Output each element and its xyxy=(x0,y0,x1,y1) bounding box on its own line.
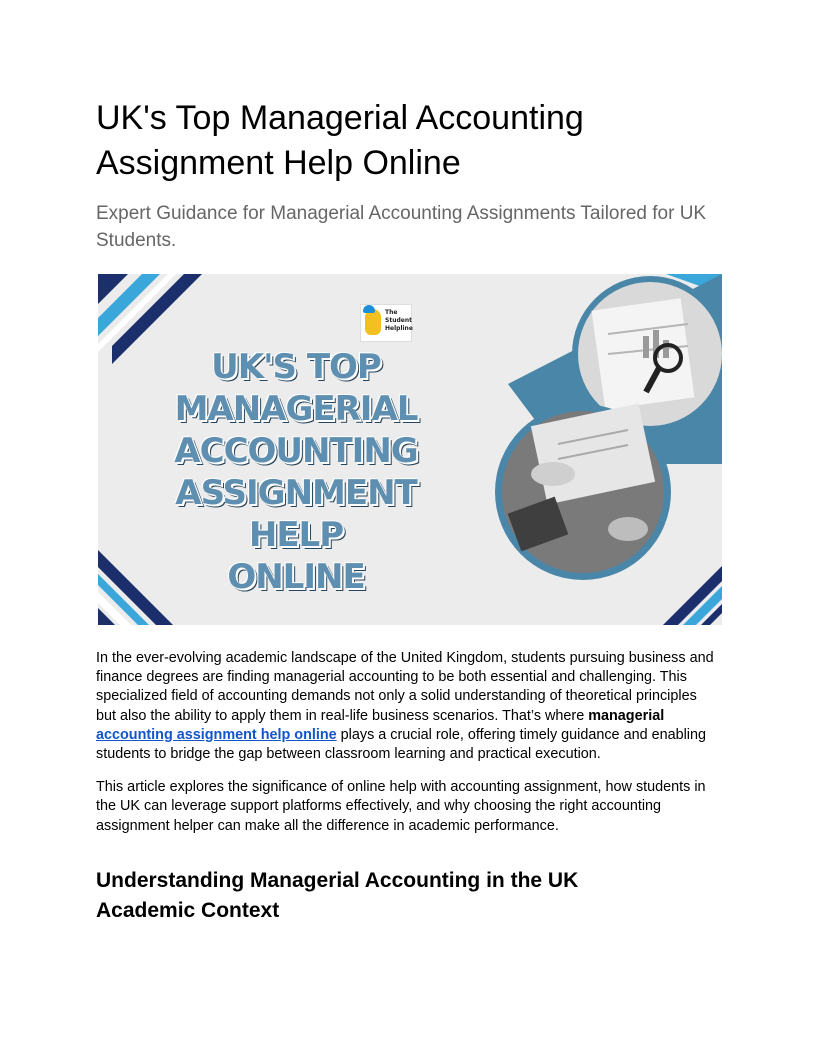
student-helpline-logo xyxy=(360,304,412,342)
section-heading-line-1: Understanding Managerial Accounting in the UK xyxy=(96,868,579,892)
hero-banner-image xyxy=(98,274,722,625)
document-page xyxy=(96,96,720,926)
section-heading-line-2: Academic Context xyxy=(96,898,280,922)
logo-text-line: Helpline xyxy=(385,325,413,332)
accounting-help-link[interactable]: accounting assignment help online xyxy=(96,726,337,743)
logo-text-line: Student xyxy=(385,317,412,324)
intro-text-end: plays a crucial role, offering timely guidance and enabling students to bridge the gap between classroom learning and practical execution. xyxy=(96,726,706,763)
intro-text: In the ever-evolving academic landscape of the United Kingdom, students pursuing business and finance degrees are finding managerial accounting to be both essential and challenging. This specialized field of accounting demands not only a solid understanding of theoretical principles but also the ability to apply them in real-life business scenarios. That’s where xyxy=(96,650,714,724)
intro-paragraph xyxy=(96,649,720,764)
bold-keyword: managerial xyxy=(588,707,665,724)
banner-headline-line: UK'S TOP xyxy=(211,347,381,387)
title-line-2: Assignment Help Online xyxy=(96,144,461,182)
section-heading xyxy=(96,866,720,926)
logo-text-line: The xyxy=(385,309,398,316)
banner-headline-line: ASSIGNMENT HELP xyxy=(175,473,417,555)
pencil-mascot-icon xyxy=(365,309,381,335)
second-paragraph: This article explores the significance of online help with accounting assignment, how students in the UK can leverage support platforms effectively, and why choosing the right accounting assignment helper can make all the difference in academic performance. xyxy=(96,779,706,834)
banner-headline-line: ACCOUNTING xyxy=(174,431,418,471)
banner-headline xyxy=(126,346,466,598)
photo-circle-bottom xyxy=(495,403,671,580)
banner-headline-line: MANAGERIAL xyxy=(174,389,418,429)
banner-headline-line: ONLINE xyxy=(227,557,365,597)
corner-stripes-bottom-right xyxy=(663,566,722,625)
document-title xyxy=(96,96,720,186)
document-subtitle: Expert Guidance for Managerial Accounting Assignments Tailored for UK Students. xyxy=(96,203,707,251)
title-line-1: UK's Top Managerial Accounting xyxy=(96,99,584,137)
